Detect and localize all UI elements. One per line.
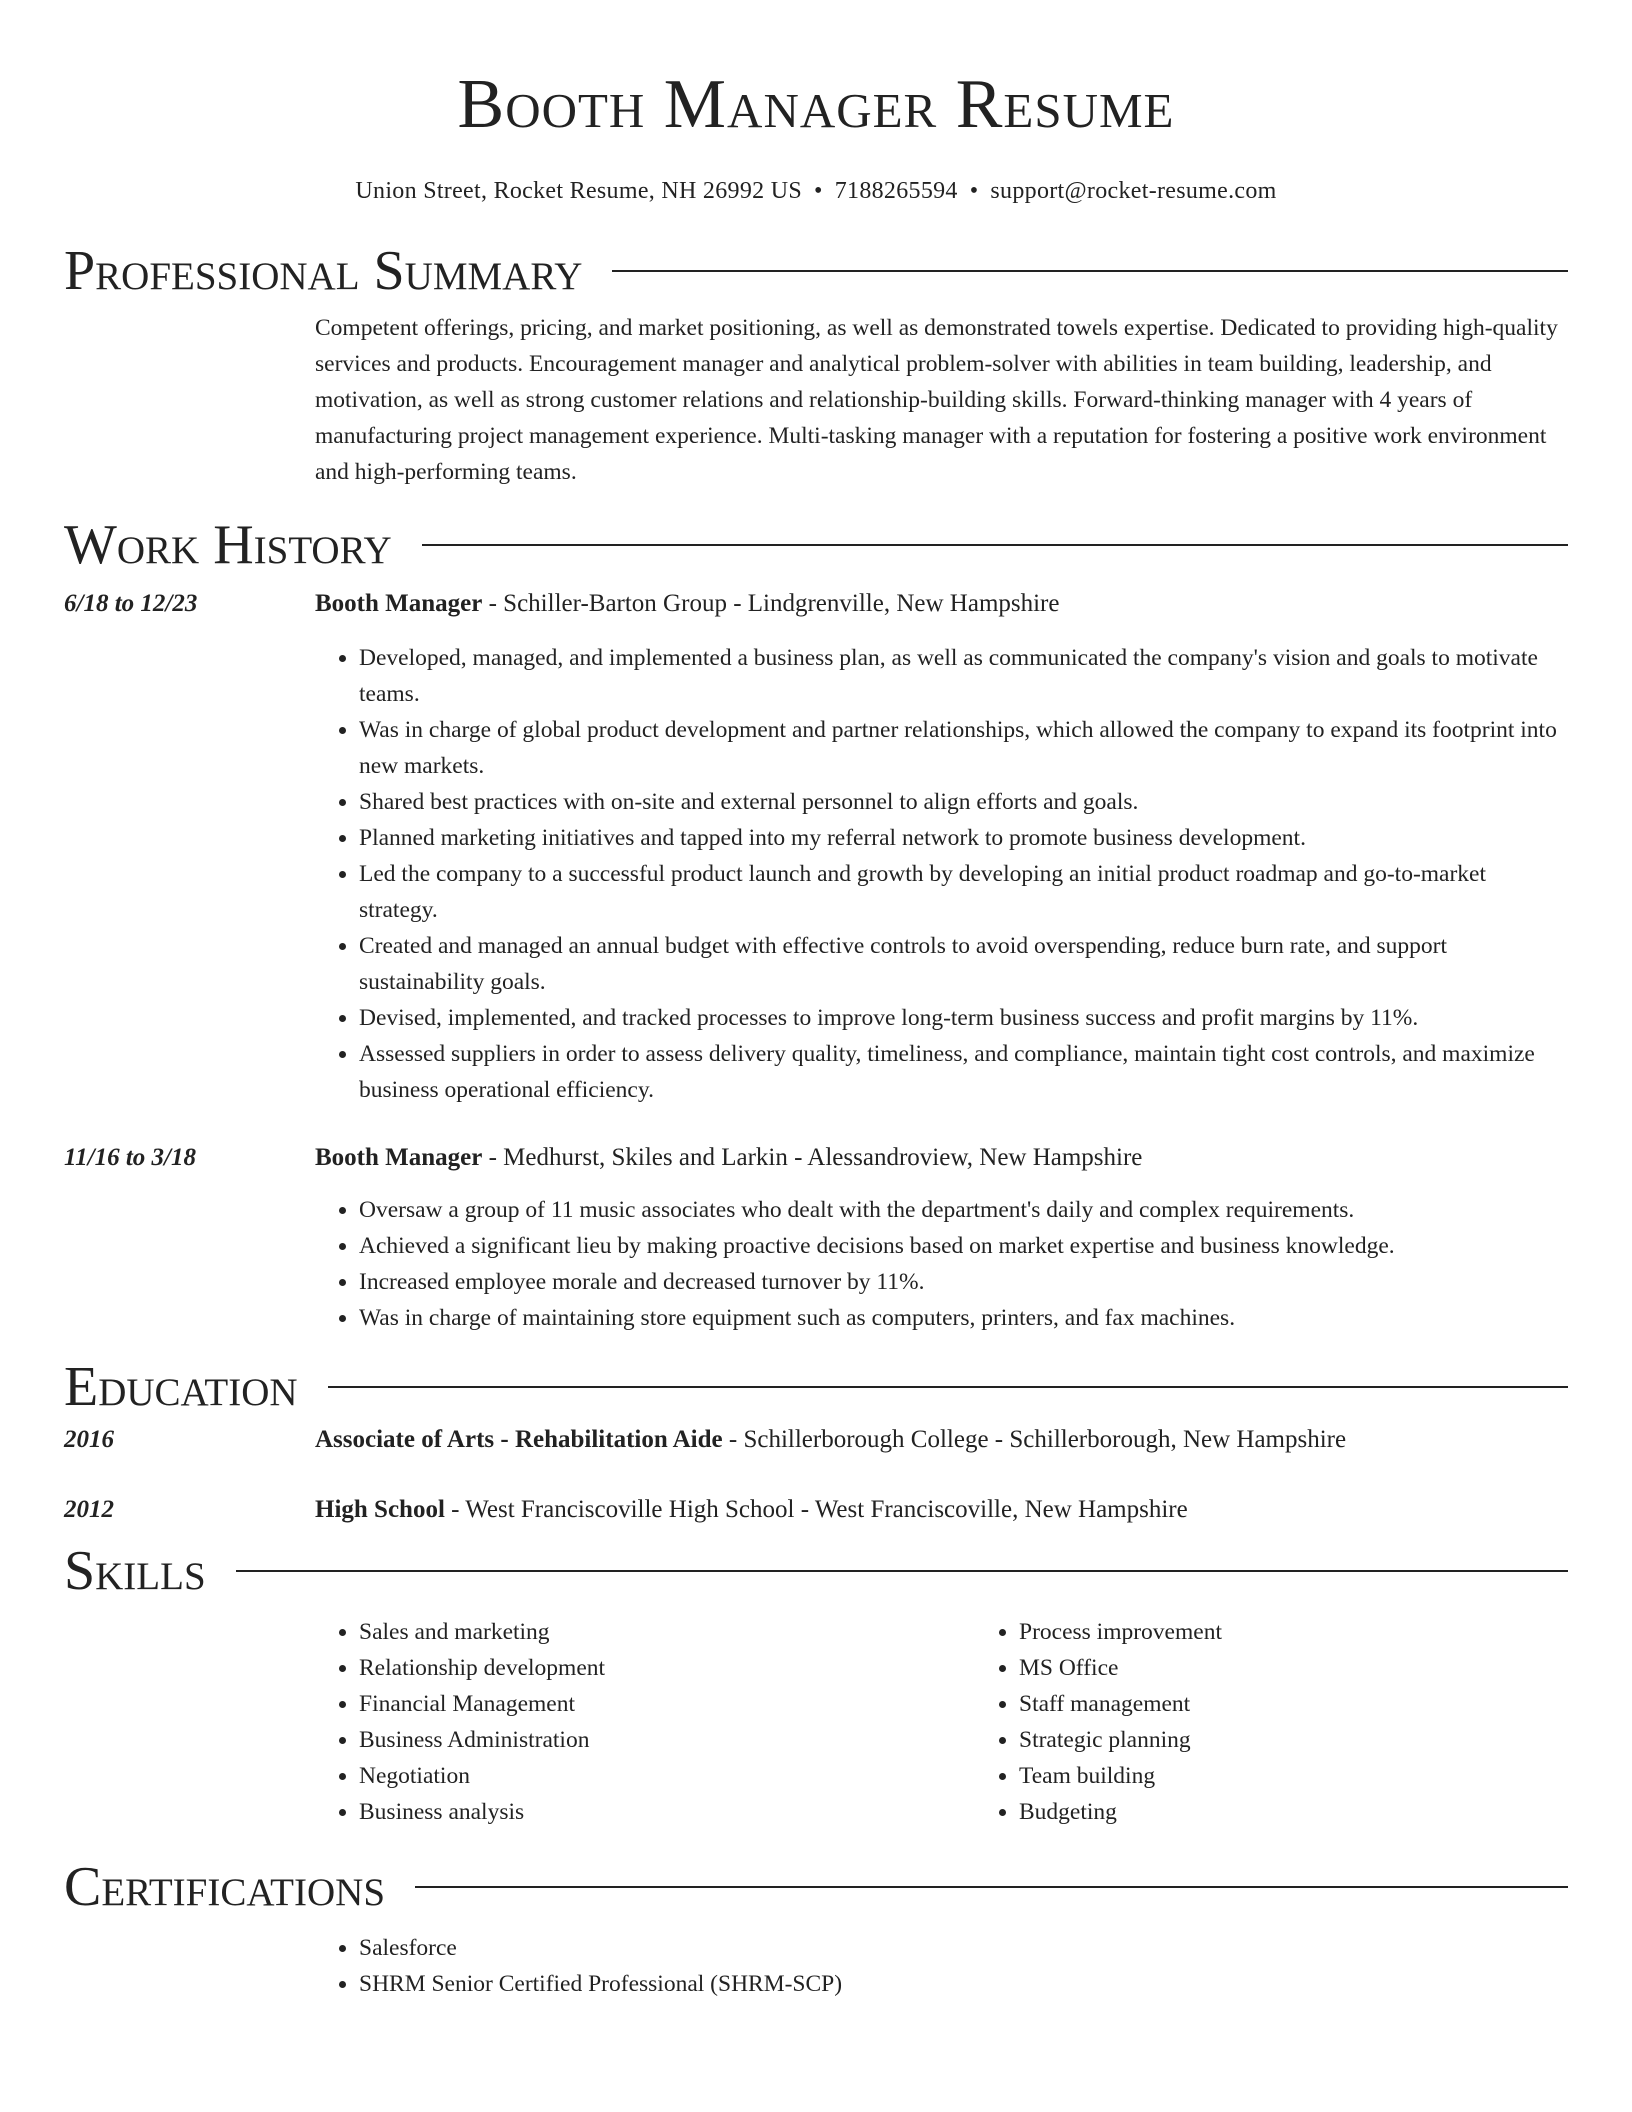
summary-text: Competent offerings, pricing, and market positioning, as well as demonstrated towels expertise. Dedicated to providing high-quality services and products. Encouragement manager and analytical problem-solver with abilities in team building, leadership, and motivation, as well as strong customer relations and relationship-building skills. Forward-thinking manager with 4 years of manufacturing project management experience. Multi-tasking manager with a reputation for fostering a positive work environment and high-performing teams. xyxy=(315,315,1558,485)
job-entry xyxy=(64,586,1568,1108)
job-bullet: • Was in charge of global product development and partner relationships, which allowed the company to expand its footprint into new markets. xyxy=(359,712,1568,784)
section-rule xyxy=(236,1570,1568,1572)
skills-heading: Skills xyxy=(64,1540,206,1602)
education-details: - West Franciscoville High School - West Franciscoville, New Hampshire xyxy=(444,1496,1188,1523)
work-heading: Work History xyxy=(64,514,392,576)
job-bullet: • Shared best practices with on-site and external personnel to align efforts and goals. xyxy=(359,784,1568,820)
education-degree: Associate of Arts - Rehabilitation Aide xyxy=(315,1426,723,1453)
contact-phone: 7188265594 xyxy=(834,178,958,204)
education-details: - Schillerborough College - Schillerborough, New Hampshire xyxy=(722,1426,1347,1453)
contact-separator: • xyxy=(814,178,823,204)
resume-title: Booth Manager Resume xyxy=(457,66,1175,143)
job-bullets xyxy=(315,1192,1568,1336)
skill-item: • Staff management xyxy=(1019,1686,1632,1722)
job-bullet: • Assessed suppliers in order to assess delivery quality, timeliness, and compliance, maintain tight cost controls, and maximize business operational efficiency. xyxy=(359,1036,1568,1108)
skill-item: • Team building xyxy=(1019,1758,1632,1794)
job-title-line xyxy=(315,586,1568,622)
certifications-heading: Certifications xyxy=(64,1856,386,1918)
skill-item: • Budgeting xyxy=(1019,1794,1632,1830)
certifications-list xyxy=(315,1930,1568,2002)
skills-section-header xyxy=(64,1536,1568,1606)
job-bullet: • Oversaw a group of 11 music associates who dealt with the department's daily and complex requirements. xyxy=(359,1192,1568,1228)
work-section-header xyxy=(64,510,1568,580)
education-line xyxy=(315,1422,1568,1458)
education-entry xyxy=(64,1492,1568,1528)
job-bullet: • Planned marketing initiatives and tapped into my referral network to promote business development. xyxy=(359,820,1568,856)
skill-item: • Relationship development xyxy=(359,1650,975,1686)
education-line xyxy=(315,1492,1568,1528)
education-year: 2016 xyxy=(64,1426,114,1453)
section-rule xyxy=(415,1886,1568,1888)
job-bullet: • Devised, implemented, and tracked processes to improve long-term business success and profit margins by 11%. xyxy=(359,1000,1568,1036)
certification-item: • Salesforce xyxy=(359,1930,1568,1966)
section-rule xyxy=(612,270,1568,272)
job-bullet: • Achieved a significant lieu by making proactive decisions based on market expertise and business knowledge. xyxy=(359,1228,1568,1264)
skill-item: • Business analysis xyxy=(359,1794,975,1830)
skills-row xyxy=(64,1614,1568,1830)
job-dates: 6/18 to 12/23 xyxy=(64,590,198,617)
job-bullets xyxy=(315,640,1568,1108)
section-rule xyxy=(328,1386,1568,1388)
job-details: - Medhurst, Skiles and Larkin - Alessandroview, New Hampshire xyxy=(482,1144,1143,1171)
job-title-line xyxy=(315,1140,1568,1176)
skill-item: • Negotiation xyxy=(359,1758,975,1794)
job-bullet: • Was in charge of maintaining store equipment such as computers, printers, and fax machines. xyxy=(359,1300,1568,1336)
contact-email: support@rocket-resume.com xyxy=(990,178,1277,204)
skill-item: • Strategic planning xyxy=(1019,1722,1632,1758)
job-bullet: • Led the company to a successful product launch and growth by developing an initial product roadmap and go-to-market strategy. xyxy=(359,856,1568,928)
skills-list-right xyxy=(975,1614,1632,1830)
education-year: 2012 xyxy=(64,1496,114,1523)
skill-item: • Financial Management xyxy=(359,1686,975,1722)
job-bullet: • Developed, managed, and implemented a business plan, as well as communicated the company's vision and goals to motivate teams. xyxy=(359,640,1568,712)
resume-page xyxy=(64,0,1568,2002)
education-degree: High School xyxy=(315,1496,445,1523)
contact-separator: • xyxy=(969,178,979,204)
certification-item: • SHRM Senior Certified Professional (SHRM-SCP) xyxy=(359,1966,1568,2002)
skill-item: • Sales and marketing xyxy=(359,1614,975,1650)
job-bullet: • Increased employee morale and decreased turnover by 11%. xyxy=(359,1264,1568,1300)
job-bullet: • Created and managed an annual budget with effective controls to avoid overspending, reduce burn rate, and support sustainability goals. xyxy=(359,928,1568,1000)
summary-heading: Professional Summary xyxy=(64,240,583,302)
skill-item: • MS Office xyxy=(1019,1650,1632,1686)
job-title: Booth Manager xyxy=(315,590,483,617)
certifications-row xyxy=(64,1930,1568,2002)
certifications-section-header xyxy=(64,1852,1568,1922)
job-entry xyxy=(64,1140,1568,1336)
job-details: - Schiller-Barton Group - Lindgrenville, New Hampshire xyxy=(482,590,1060,617)
section-rule xyxy=(422,544,1568,546)
education-entry xyxy=(64,1422,1568,1458)
education-section-header xyxy=(64,1352,1568,1422)
summary-section-header xyxy=(64,236,1568,306)
education-heading: Education xyxy=(64,1356,298,1418)
job-title: Booth Manager xyxy=(315,1144,483,1171)
skills-list-left xyxy=(315,1614,975,1830)
job-dates: 11/16 to 3/18 xyxy=(64,1144,196,1171)
contact-line xyxy=(64,176,1568,206)
contact-address: Union Street, Rocket Resume, NH 26992 US xyxy=(355,178,803,204)
skill-item: • Business Administration xyxy=(359,1722,975,1758)
skill-item: • Process improvement xyxy=(1019,1614,1632,1650)
summary-row xyxy=(64,310,1568,490)
